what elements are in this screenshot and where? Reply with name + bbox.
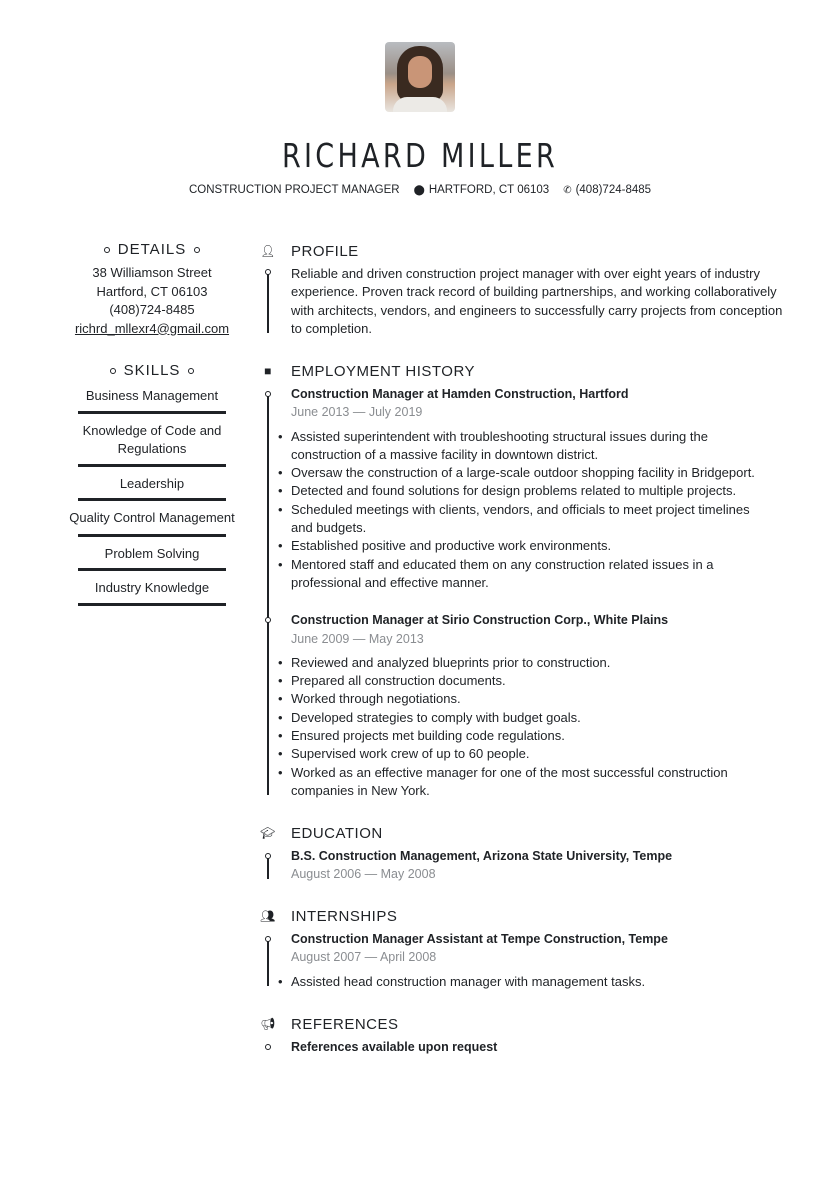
- degree-dates: August 2006 — May 2008: [291, 867, 436, 882]
- job-title: Construction Manager at Hamden Construction, Hartford: [291, 387, 629, 401]
- bullet: • Detected and found solutions for design problems related to multiple projects.: [291, 482, 761, 500]
- profile-text: Reliable and driven construction project manager with over eight years of industry experience. Proven track record of building partnerships, and working collaboratively with architects, vendors, and engineers to successfully carry projects from conception to completion.: [291, 266, 783, 336]
- job-dates: June 2009 — May 2013: [291, 631, 424, 646]
- internships-heading: INTERNSHIPS: [291, 907, 398, 925]
- internship-title: Construction Manager Assistant at Tempe Construction, Tempe: [291, 932, 668, 946]
- references-text: References available upon request: [291, 1040, 498, 1054]
- candidate-name: RICHARD MILLER: [281, 136, 559, 175]
- skill-item: Industry Knowledge: [78, 575, 226, 606]
- skill-item: Business Management: [78, 383, 226, 414]
- education-heading: EDUCATION: [291, 824, 383, 842]
- ring-icon: [104, 247, 110, 253]
- ring-icon: [194, 247, 200, 253]
- internship-dates: August 2007 — April 2008: [291, 950, 437, 965]
- bullet: • Assisted head construction manager with management tasks.: [291, 973, 790, 991]
- bullet: • Prepared all construction documents.: [291, 672, 741, 690]
- bullet: • Developed strategies to comply with budget goals.: [291, 709, 741, 727]
- references-heading: REFERENCES: [291, 1015, 399, 1033]
- graduation-cap-icon: 🎓︎: [260, 826, 276, 840]
- profile-heading: PROFILE: [291, 242, 359, 260]
- job-title: CONSTRUCTION PROJECT MANAGER: [188, 184, 400, 196]
- person-icon: 👤︎: [260, 244, 276, 258]
- bullet: • Reviewed and analyzed blueprints prior to construction.: [291, 654, 741, 672]
- street: 38 Williamson Street: [92, 265, 212, 280]
- job-dates: June 2013 — July 2019: [291, 405, 423, 420]
- education-section: [260, 823, 790, 884]
- phone: (408)724-8485: [109, 302, 195, 317]
- employment-section: [260, 361, 790, 800]
- bullet: • Scheduled meetings with clients, vendors, and officials to meet project timelines and budgets.: [291, 501, 761, 538]
- bullet: • Oversaw the construction of a large-scale outdoor shopping facility in Bridgeport.: [291, 464, 761, 482]
- profile-section: [260, 241, 790, 338]
- details-heading: DETAILS: [117, 241, 187, 258]
- skill-item: Leadership: [78, 471, 226, 502]
- skills-heading: SKILLS: [123, 362, 181, 379]
- internships-section: [260, 906, 790, 991]
- phone-icon: ✆: [563, 184, 572, 196]
- email-link[interactable]: richrd_mllexr4@gmail.com: [74, 320, 230, 336]
- bullet: • Supervised work crew of up to 60 people.: [291, 745, 741, 763]
- briefcase-icon: ■: [264, 364, 272, 378]
- skill-item: Quality Control Management: [69, 510, 235, 525]
- megaphone-icon: 📢︎: [260, 1017, 276, 1031]
- bullet: • Worked as an effective manager for one of the most successful construction companies in New York.: [291, 764, 741, 801]
- employment-heading: EMPLOYMENT HISTORY: [291, 362, 476, 380]
- details-section: [68, 241, 236, 338]
- bullet: • Assisted superintendent with troubleshooting structural issues during the construction of a massive facility in downtown district.: [291, 428, 761, 465]
- phone: (408)724-8485: [575, 184, 652, 196]
- location-pin-icon: ⬤: [413, 184, 425, 196]
- location: HARTFORD, CT 06103: [428, 184, 550, 196]
- bullet: • Ensured projects met building code regulations.: [291, 727, 741, 745]
- skill-item: Problem Solving: [78, 541, 226, 572]
- bullet: • Worked through negotiations.: [291, 690, 741, 708]
- ring-icon: [188, 368, 194, 374]
- people-icon: 👥︎: [260, 909, 276, 923]
- city: Hartford, CT 06103: [96, 283, 208, 299]
- degree-title: B.S. Construction Management, Arizona State University, Tempe: [291, 849, 673, 863]
- skill-item: Knowledge of Code and Regulations: [78, 418, 226, 467]
- references-section: [260, 1014, 790, 1056]
- bullet: • Mentored staff and educated them on any construction related issues in a professional and effective manner.: [291, 556, 761, 593]
- skills-section: [68, 362, 236, 610]
- ring-icon: [110, 368, 116, 374]
- bullet: • Established positive and productive work environments.: [291, 537, 761, 555]
- job-title: Construction Manager at Sirio Construction Corp., White Plains: [291, 613, 669, 628]
